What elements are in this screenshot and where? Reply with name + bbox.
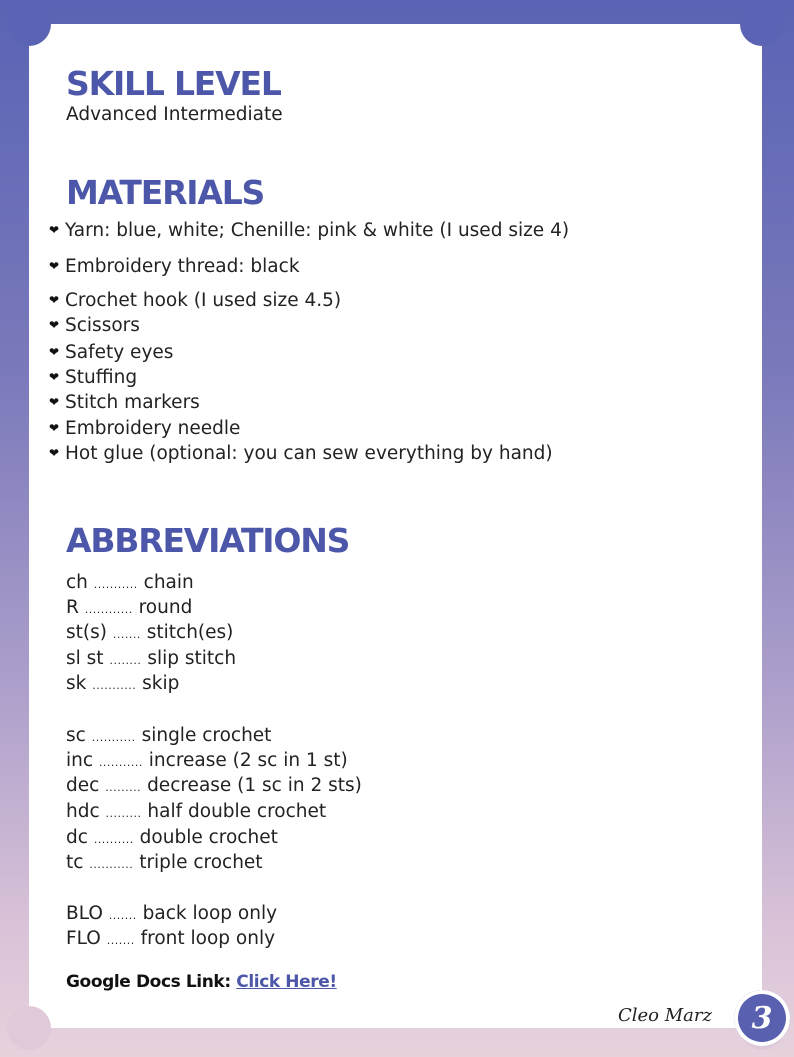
materials-item: ❤ Stuffing: [49, 367, 138, 388]
google-docs-link-line: [66, 972, 337, 992]
abbreviation-row: tc ........... triple crochet: [66, 852, 263, 873]
materials-item: ❤ Safety eyes: [49, 342, 174, 363]
skill-level-value: Advanced Intermediate: [66, 104, 283, 125]
abbreviation-row: sl st ........ slip stitch: [66, 648, 237, 669]
heart-icon: ❤: [49, 259, 60, 273]
materials-item: ❤ Scissors: [49, 315, 140, 336]
abbreviation-row: dec ......... decrease (1 sc in 2 sts): [66, 775, 362, 796]
heart-icon: ❤: [49, 395, 60, 409]
abbreviation-row: BLO ....... back loop only: [66, 903, 278, 924]
heart-icon: ❤: [49, 345, 60, 359]
corner-notch: [7, 1006, 51, 1050]
materials-item: ❤ Stitch markers: [49, 392, 200, 413]
heart-icon: ❤: [49, 318, 60, 332]
heart-icon: ❤: [49, 446, 60, 460]
abbreviation-row: sc ........... single crochet: [66, 725, 272, 746]
abbreviation-row: FLO ....... front loop only: [66, 928, 276, 949]
corner-notch: [740, 2, 784, 46]
abbreviation-row: sk ........... skip: [66, 673, 180, 694]
materials-item: ❤ Embroidery needle: [49, 418, 241, 439]
heart-icon: ❤: [49, 293, 60, 307]
materials-item: ❤ Yarn: blue, white; Chenille: pink & white (I used size 4): [49, 220, 570, 241]
click-here-link[interactable]: Click Here!: [236, 972, 337, 992]
heart-icon: ❤: [49, 223, 60, 237]
abbreviation-row: dc .......... double crochet: [66, 827, 278, 848]
page-card: [29, 24, 762, 1028]
heart-icon: ❤: [49, 421, 60, 435]
corner-notch: [7, 2, 51, 46]
abbreviation-row: ch ........... chain: [66, 572, 194, 593]
skill-level-heading: SKILL LEVEL: [66, 64, 281, 103]
abbreviations-heading: ABBREVIATIONS: [66, 521, 350, 560]
abbreviation-row: hdc ......... half double crochet: [66, 801, 327, 822]
abbreviation-row: st(s) ....... stitch(es): [66, 622, 234, 643]
materials-heading: MATERIALS: [66, 173, 265, 212]
signature: Cleo Marz: [618, 1005, 712, 1026]
materials-item: ❤ Hot glue (optional: you can sew everything by hand): [49, 443, 553, 464]
abbreviation-row: R ............ round: [66, 597, 193, 618]
abbreviation-row: inc ........... increase (2 sc in 1 st): [66, 750, 348, 771]
materials-item: ❤ Crochet hook (I used size 4.5): [49, 290, 342, 311]
page-number-badge: 3: [734, 990, 790, 1046]
materials-item: ❤ Embroidery thread: black: [49, 256, 300, 277]
heart-icon: ❤: [49, 370, 60, 384]
google-docs-link-label: Google Docs Link:: [66, 972, 231, 992]
